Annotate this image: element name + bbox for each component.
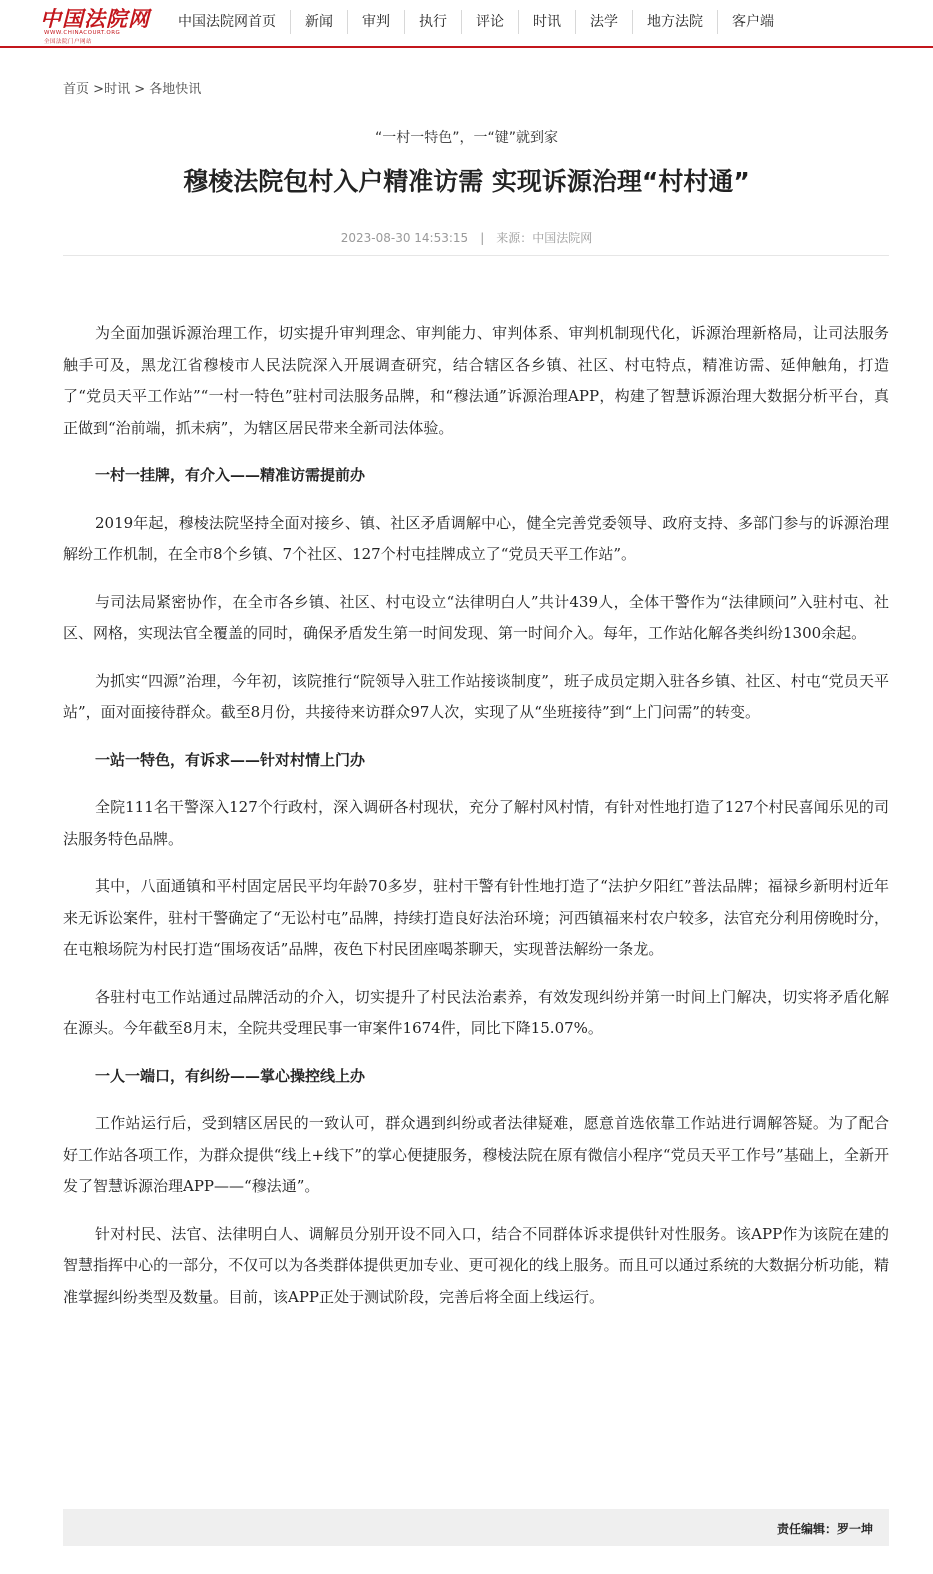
breadcrumb-separator: >: [93, 82, 105, 97]
breadcrumb-subsection[interactable]: 各地快讯: [149, 82, 202, 97]
article-paragraph: 针对村民、法官、法律明白人、调解员分别开设不同入口，结合不同群体诉求提供针对性服务。该APP作为该院在建的智慧指挥中心的一部分，不仅可以为各类群体提供更加专业、更可视化的线上服务。而且可以通过系统的大数据分析功能，精准掌握纠纷类型及数量。目前，该APP正处于测试阶段，完善后将全面上线运行。: [63, 1224, 889, 1306]
logo-tagline: 全国法院门户网站: [44, 39, 93, 45]
article-section-heading: 一人一端口，有纠纷——掌心操控线上办: [95, 1066, 366, 1085]
nav-item-home[interactable]: 中国法院网首页: [164, 10, 291, 34]
breadcrumb-home[interactable]: 首页: [63, 82, 90, 97]
editor-bar: [63, 1509, 889, 1546]
logo-url-text: WWW.CHINACOURT.ORG: [44, 30, 121, 36]
nav-item-law-study[interactable]: 法学: [576, 10, 633, 34]
logo-wordmark: 中国法院网: [40, 6, 150, 31]
article-paragraph: 为抓实“四源”治理，今年初，该院推行“院领导入驻工作站接谈制度”，班子成员定期入驻各乡镇、社区、村屯“党员天平站”，面对面接待群众。截至8月份，共接待来访群众97人次，实现了从“坐班接待”到“上门问需”的转变。: [63, 671, 889, 721]
article-paragraph: 为全面加强诉源治理工作，切实提升审判理念、审判能力、审判体系、审判机制现代化，诉源治理新格局，让司法服务触手可及，黑龙江省穆棱市人民法院深入开展调查研究，结合辖区各乡镇、社区、村屯特点，精准访需、延伸触角，打造了“党员天平工作站”“一村一特色”驻村司法服务品牌，和“穆法通”诉源治理APP，构建了智慧诉源治理大数据分析平台，真正做到“治前端，抓未病”，为辖区居民带来全新司法体验。: [63, 324, 889, 437]
breadcrumb-section[interactable]: 时讯: [104, 82, 131, 97]
nav-item-local-courts[interactable]: 地方法院: [633, 10, 718, 34]
main-nav: [164, 10, 788, 34]
article-paragraph: 工作站运行后，受到辖区居民的一致认可，群众遇到纠纷或者法律疑难，愿意首选依靠工作站进行调解答疑。为了配合好工作站各项工作，为群众提供“线上+线下”的掌心便捷服务，穆棱法院在原有微信小程序“党员天平工作号”基础上，全新开发了智慧诉源治理APP——“穆法通”。: [63, 1114, 889, 1195]
nav-item-news[interactable]: 新闻: [291, 10, 348, 34]
article-paragraph: 2019年起，穆棱法院坚持全面对接乡、镇、社区矛盾调解中心，健全完善党委领导、政府支持、多部门参与的诉源治理解纷工作机制，在全市8个乡镇、7个社区、127个村屯挂牌成立了“党员天平工作站”。: [63, 513, 889, 563]
responsible-editor: 责任编辑：罗一坤: [776, 1522, 873, 1536]
nav-item-comment[interactable]: 评论: [462, 10, 519, 34]
article-section-heading: 一村一挂牌，有介入——精准访需提前办: [95, 466, 366, 484]
site-header: [0, 0, 933, 48]
article-body: [63, 318, 889, 1329]
article-paragraph: 全院111名干警深入127个行政村，深入调研各村现状，充分了解村风村情，有针对性地打造了127个村民喜闻乐见的司法服务特色品牌。: [63, 798, 889, 848]
article-datetime: 2023-08-30 14:53:15: [340, 231, 469, 245]
nav-item-current-news[interactable]: 时讯: [519, 10, 576, 34]
article-meta: [0, 229, 933, 246]
article-source: 来源：中国法院网: [496, 231, 593, 245]
breadcrumb: [63, 78, 201, 97]
article-paragraph: 各驻村屯工作站通过品牌活动的介入，切实提升了村民法治素养，有效发现纠纷并第一时间上门解决，切实将矛盾化解在源头。今年截至8月末，全院共受理民事一审案件1674件，同比下降15.07%。: [63, 987, 889, 1037]
site-logo[interactable]: [40, 3, 150, 45]
article-section-heading: 一站一特色，有诉求——针对村情上门办: [95, 750, 366, 769]
breadcrumb-separator: >: [134, 82, 146, 97]
article-title: 穆棱法院包村入户精准访需 实现诉源治理“村村通”: [183, 167, 750, 196]
title-divider: [63, 255, 889, 256]
article-paragraph: 其中，八面通镇和平村固定居民平均年龄70多岁，驻村干警有针性地打造了“法护夕阳红”普法品牌；福禄乡新明村近年来无诉讼案件，驻村干警确定了“无讼村屯”品牌，持续打造良好法治环境；河西镇福来村农户较多，法官充分利用傍晚时分，在屯粮场院为村民打造“围场夜话”品牌，夜色下村民团座喝茶聊天，实现普法解纷一条龙。: [63, 877, 889, 958]
nav-item-trial[interactable]: 审判: [348, 10, 405, 34]
nav-item-execution[interactable]: 执行: [405, 10, 462, 34]
article-subtitle: “一村一特色”，一“键”就到家: [374, 130, 558, 146]
nav-item-client-app[interactable]: 客户端: [732, 14, 774, 30]
article-paragraph: 与司法局紧密协作，在全市各乡镇、社区、村屯设立“法律明白人”共计439人，全体干警作为“法律顾问”入驻村屯、社区、网格，实现法官全覆盖的同时，确保矛盾发生第一时间发现、第一时间介入。每年，工作站化解各类纠纷1300余起。: [63, 592, 889, 642]
meta-separator: |: [480, 231, 485, 245]
